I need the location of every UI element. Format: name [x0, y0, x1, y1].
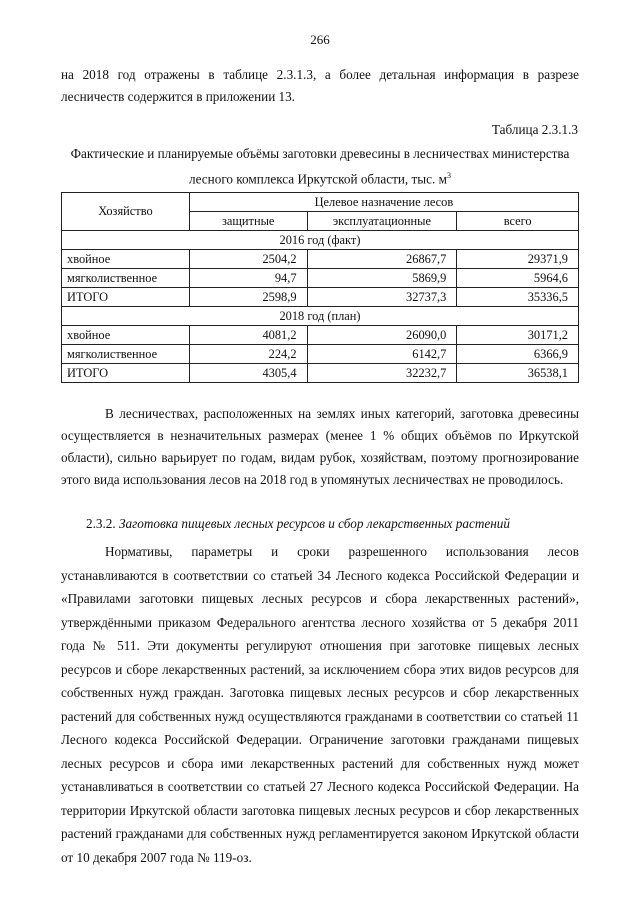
table-row [62, 326, 579, 345]
cell-total: 5964,6 [457, 269, 579, 288]
harvest-table [61, 192, 579, 383]
cell-protective: 2598,9 [189, 288, 307, 307]
row-label: хвойное [62, 250, 190, 269]
cell-total: 30171,2 [457, 326, 579, 345]
cell-exploitation: 32232,7 [307, 364, 457, 383]
table-title-text: Фактические и планируемые объёмы заготовки древесины в лесничествах министерства лесного комплекса Иркутской области, тыс. м [70, 146, 570, 187]
section-number: 2.3.2. [86, 516, 116, 531]
cell-exploitation: 5869,9 [307, 269, 457, 288]
page-number: 266 [310, 32, 330, 47]
section-heading [86, 516, 510, 532]
table-row [62, 345, 579, 364]
cell-exploitation: 6142,7 [307, 345, 457, 364]
cell-protective: 94,7 [189, 269, 307, 288]
cell-exploitation: 26867,7 [307, 250, 457, 269]
cell-protective: 4305,4 [189, 364, 307, 383]
year-row [62, 231, 579, 250]
row-label: ИТОГО [62, 364, 190, 383]
header-group: Целевое назначение лесов [189, 193, 578, 212]
paragraph-other-lands: В лесничествах, расположенных на землях иных категорий, заготовка древесины осуществляется в незначительных размерах (менее 1 % общих объёмов по Иркутской области), сильно варьирует по годам, видам рубок, хозяйствам, поэтому прогнозирование этого вида использования лесов на 2018 год в упомянутых лесничествах не проводилось. [61, 406, 579, 487]
cell-total: 29371,9 [457, 250, 579, 269]
header-total: всего [457, 212, 579, 231]
table-row [62, 269, 579, 288]
intro-paragraph: на 2018 год отражены в таблице 2.3.1.3, а более детальная информация в разрезе лесничеств содержится в приложении 13. [61, 67, 579, 104]
year-row [62, 307, 579, 326]
header-protective: защитные [189, 212, 307, 231]
paragraph-regulations: Нормативы, параметры и сроки разрешенного использования лесов устанавливаются в соответствии со статьей 34 Лесного кодекса Российской Федерации и «Правилами заготовки пищевых лесных ресурсов и сбора лекарственных растений», утверждёнными приказом Федерального агентства лесного хозяйства от 5 декабря 2011 года № 511. Эти документы регулируют отношения при заготовке пищевых лесных ресурсов и сборе лекарственных растений, за исключением сбора этих видов ресурсов для собственных нужд граждан. Заготовка пищевых лесных ресурсов и сбор лекарственных растений для собственных нужд осуществляются гражданами в соответствии со статьей 11 Лесного кодекса Российской Федерации. Ограничение заготовки гражданами пищевых лесных ресурсов и сбора ими лекарственных растений для собственных нужд может устанавливаться в соответствии со статьей 27 Лесного кодекса Российской Федерации. На территории Иркутской области заготовка пищевых лесных ресурсов и сбор лекарственных растений гражданами для собственных нужд регламентируется законом Иркутской области от 10 декабря 2007 года № 119-оз. [61, 544, 579, 865]
cell-protective: 4081,2 [189, 326, 307, 345]
cell-total: 35336,5 [457, 288, 579, 307]
year-label: 2016 год (факт) [62, 231, 579, 250]
cell-total: 36538,1 [457, 364, 579, 383]
cell-protective: 2504,2 [189, 250, 307, 269]
table-title-superscript: 3 [446, 171, 451, 180]
row-label: хвойное [62, 326, 190, 345]
cell-exploitation: 26090,0 [307, 326, 457, 345]
section-title: Заготовка пищевых лесных ресурсов и сбор лекарственных растений [118, 516, 510, 531]
cell-exploitation: 32737,3 [307, 288, 457, 307]
table-row [62, 364, 579, 383]
table-row [62, 288, 579, 307]
year-label: 2018 год (план) [62, 307, 579, 326]
row-label: мягколиственное [62, 269, 190, 288]
table-label: Таблица 2.3.1.3 [491, 122, 578, 137]
cell-total: 6366,9 [457, 345, 579, 364]
row-label: ИТОГО [62, 288, 190, 307]
header-exploitation: эксплуатационные [307, 212, 457, 231]
header-farm: Хозяйство [62, 193, 190, 231]
table-title [61, 143, 579, 190]
row-label: мягколиственное [62, 345, 190, 364]
cell-protective: 224,2 [189, 345, 307, 364]
table-row [62, 250, 579, 269]
